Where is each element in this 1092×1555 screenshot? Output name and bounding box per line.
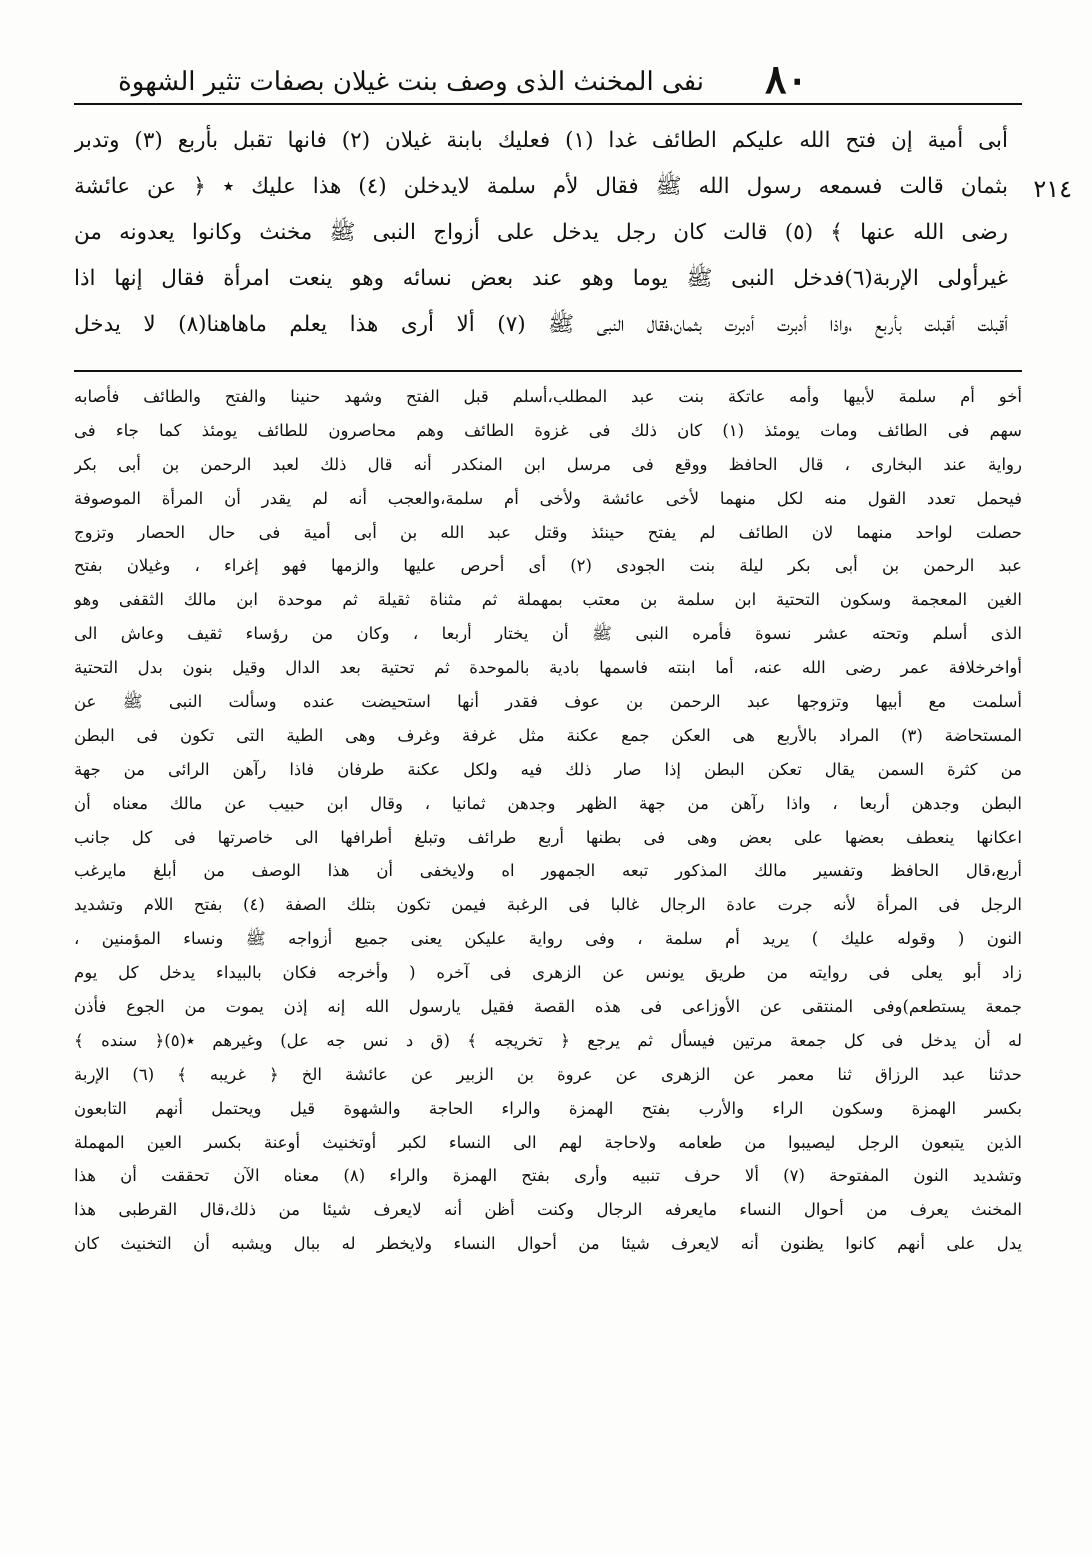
main-line: بثمان قالت فسمعه رسول الله ﷺ فقال لأم سلمة لايدخلن (٤) هذا عليك ٭ ﴿ عن عائشة xyxy=(74,174,1008,199)
main-line: غيرأولى الإربة(٦)فدخل النبى ﷺ يوما وهو عند بعض نسائه وهو ينعت امرأة فقال إنها اذا xyxy=(74,266,1008,291)
footnote-line: من كثرة السمن يقال تعكن البطن إذا صار ذلك فيه ولكل عكنة طرفان فاذا رآهن الرائى من جهة xyxy=(74,759,1022,779)
footnote-line: جمعة يستطعم)وفى المنتقى عن الأوزاعى فى هذه القصة فقيل يارسول الله إنه إذن يموت من الجوع فأذن xyxy=(74,997,1022,1017)
running-head xyxy=(70,58,1022,102)
chapter-title: نفى المخنث الذى وصف بنت غيلان بصفات تثير الشهوة xyxy=(118,67,704,97)
footnote-line: الذى أسلم وتحته عشر نسوة فأمره النبى ﷺ أن يختار أربعا ، وكان من رؤساء ثقيف وعاش الى xyxy=(74,624,1022,644)
hadith-number: ٢١٤ xyxy=(1033,175,1072,203)
footnote-line: المستحاضة (٣) المراد بالأربع هى العكن جمع عكنة مثل غرفة وغرف وهى الطية التى تكون فى البطن xyxy=(74,725,1022,745)
footnotes xyxy=(74,380,1022,1261)
footnote-line: البطن وجدهن أربعا ، واذا رآهن من جهة الظهر وجدهن ثمانيا ، وقال ابن حبيب عن مالك معناه أن xyxy=(74,793,1022,813)
footnote-line: أسلمت مع أبيها وتزوجها عبد الرحمن بن عوف فقدر أنها استحيضت عنده وسألت النبى ﷺ عن xyxy=(74,692,1022,712)
header-divider xyxy=(74,103,1022,105)
footnote-line: أخو أم سلمة لأبيها وأمه عاتكة بنت عبد المطلب،أسلم قبل الفتح وشهد حنينا والفتح والطائف فأصابه xyxy=(74,387,1022,406)
footnote-line: وتشديد النون المفتوحة (٧) ألا حرف تنبيه وأرى بفتح الهمزة والراء (٨) معناه الآن تحققت أن هذا xyxy=(74,1166,1022,1186)
main-line: أقبلت أقبلت بأربع ،واذا أدبرت أدبرت بثمان،فقال النبى ﷺ (٧) ألا أرى هذا يعلم ماهاهنا(٨) لا يدخل xyxy=(74,312,1008,337)
footnote-line: أواخرخلافة عمر رضى الله عنه، أما ابنته فاسمها بادية بالموحدة ثم تحتية بعد الدال وقيل بنون بدل التحتية xyxy=(74,658,1022,678)
footnote-line: الغين المعجمة وسكون التحتية ابن سلمة بن معتب بمهملة ثم مثناة ثقيلة ثم موحدة ابن مالك الثقفى وهو xyxy=(74,590,1022,610)
footnote-line: المخنث يعرف من أحوال النساء مايعرفه الرجال وكنت أظن أنه لايعرف شيئا من ذلك،قال القرطبى هذا xyxy=(74,1200,1022,1220)
footnote-line: حصلت لواحد منهما لان الطائف لم يفتح حينئذ وقتل عبد الله بن أبى أمية فى حال الحصار وتزوج xyxy=(74,522,1022,542)
footnote-line: سهم فى الطائف ومات يومئذ (١) كان ذلك فى غزوة الطائف وهم محاصرون للطائف يومئذ كما جاء فى xyxy=(74,420,1022,440)
footnote-line: اعكانها ينعطف بعضها على بعض وهى فى بطنها أربع طرائف وتبلغ أطرافها الى خاصرتها فى كل جانب xyxy=(74,827,1022,847)
footnote-line: بكسر الهمزة وسكون الراء والأرب بفتح الهمزة والراء الحاجة والشهوة قيل ويحتمل أنهم التابعون xyxy=(74,1098,1022,1118)
footnote-line: عبد الرحمن بن أبى بكر ليلة بنت الجودى (٢) أى أحرص عليها والزمها فهو إغراء ، وغيلان بفتح xyxy=(74,556,1022,576)
footnote-line: النون ( وقوله عليك ) يريد أم سلمة ، وفى رواية عليكن يعنى جميع أزواجه ﷺ ونساء المؤمنين ، xyxy=(74,929,1022,949)
footnote-line: رواية عند البخارى ، قال الحافظ ووقع فى مرسل ابن المنكدر أنه قال ذلك لعبد الرحمن بن أبى بكر xyxy=(74,454,1022,474)
footnote-line: يدل على أنهم كانوا يظنون أنه لايعرف شيئا من أحوال النساء ولايخطر له ببال ويشبه أن التخنيث كان xyxy=(74,1234,1022,1254)
footnote-line: الرجل فى المرأة لأنه جرت عادة الرجال غالبا فى الرغبة فيمن تكون بتلك الصفة (٤) بفتح اللام وتشديد xyxy=(74,895,1022,915)
footnote-line: أربع،قال الحافظ وتفسير مالك المذكور تبعه الجمهور اه ولايخفى أن هذا الوصف من أبلغ مايرغب xyxy=(74,861,1022,881)
main-text xyxy=(74,118,1008,348)
main-line: رضى الله عنها ﴾ (٥) قالت كان رجل يدخل على أزواج النبى ﷺ مخنث وكانوا يعدونه من xyxy=(74,220,1008,245)
footnote-line: له أن يدخل فى كل جمعة مرتين فيسأل ثم يرجع ﴿ تخريجه ﴾ (ق د نس جه عل) وغيرهم ٭(٥)﴿ سنده ﴾ xyxy=(74,1030,1022,1050)
main-line: أبى أمية إن فتح الله عليكم الطائف غدا (١) فعليك بابنة غيلان (٢) فانها تقبل بأربع (٣) وتدبر xyxy=(74,128,1008,153)
footnote-line: الذين يتبعون الرجل ليصيبوا من طعامه ولاحاجة لهم الى النساء لكبر أوتخنيث أوعنة بكسر العين المهملة xyxy=(74,1132,1022,1152)
footnotes-divider xyxy=(74,370,1022,372)
footnote-line: زاد أبو يعلى فى روايته من طريق يونس عن الزهرى فى آخره ( وأخرجه فكان بالبيداء يدخل كل يوم xyxy=(74,963,1022,983)
footnote-line: فيحمل تعدد القول منه لكل منهما لأخى عائشة ولأخى أم سلمة،والعجب أنه لم يقدر أن المرأة الموصوفة xyxy=(74,488,1022,508)
page-number: ٨٠ xyxy=(765,56,808,103)
footnote-line: حدثنا عبد الرزاق ثنا معمر عن الزهرى عن عروة بن الزبير عن عائشة الخ ﴿ غريبه ﴾ (٦) الإربة xyxy=(74,1064,1022,1084)
